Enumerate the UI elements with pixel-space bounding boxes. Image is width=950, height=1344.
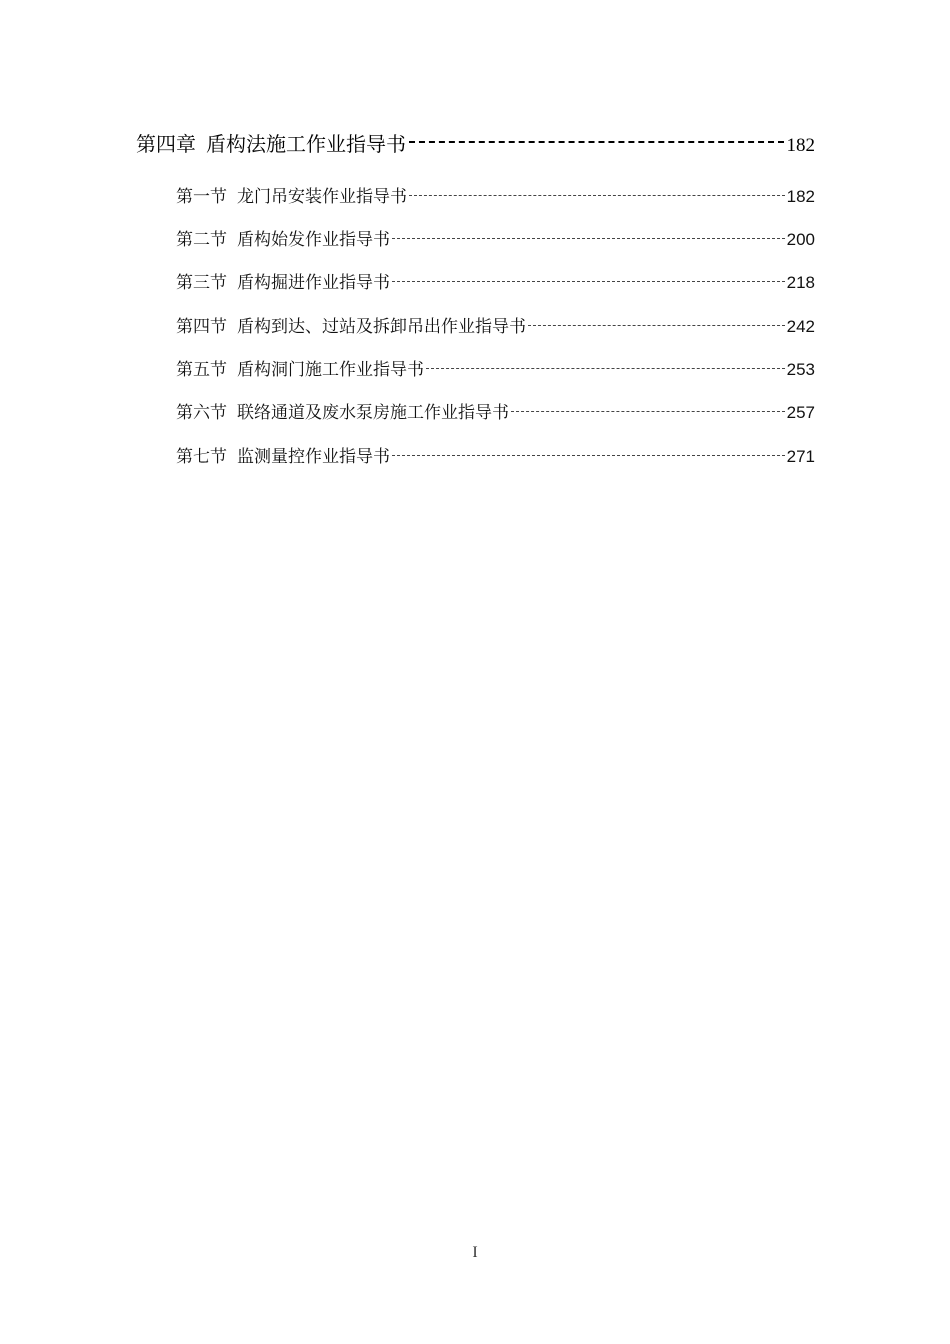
toc-section-title: 盾构掘进作业指导书 — [237, 273, 390, 293]
toc-section-entry-3[interactable] — [176, 268, 815, 293]
toc-section-title: 联络通道及废水泵房施工作业指导书 — [237, 403, 509, 423]
toc-section-label: 第四节 — [176, 317, 227, 337]
toc-section-page: 182 — [786, 187, 815, 206]
toc-section-page: 242 — [786, 317, 815, 336]
toc-section-entry-1[interactable] — [176, 182, 815, 207]
toc-section-entry-2[interactable] — [176, 225, 815, 250]
toc-section-page: 271 — [786, 447, 815, 466]
toc-section-label: 第一节 — [176, 187, 227, 207]
toc-leader-dots — [426, 368, 785, 369]
toc-leader-dots — [409, 195, 785, 196]
toc-section-entry-6[interactable] — [176, 398, 815, 423]
toc-section-entry-4[interactable] — [176, 312, 815, 337]
toc-section-page: 218 — [786, 273, 815, 292]
toc-leader-dots — [511, 411, 785, 412]
toc-section-entry-5[interactable] — [176, 355, 815, 380]
toc-chapter-entry[interactable] — [136, 128, 815, 157]
toc-chapter-page: 182 — [786, 135, 815, 156]
toc-section-title: 监测量控作业指导书 — [237, 447, 390, 467]
toc-leader-dots — [392, 238, 785, 239]
toc-section-page: 257 — [786, 403, 815, 422]
toc-leader-dots — [528, 325, 785, 326]
toc-chapter-title: 盾构法施工作业指导书 — [206, 132, 406, 156]
toc-section-title: 龙门吊安装作业指导书 — [237, 187, 407, 207]
toc-section-label: 第二节 — [176, 230, 227, 250]
toc-leader-dots — [409, 141, 784, 143]
toc-section-page: 200 — [786, 230, 815, 249]
toc-section-label: 第五节 — [176, 360, 227, 380]
toc-section-label: 第六节 — [176, 403, 227, 423]
toc-section-label: 第三节 — [176, 273, 227, 293]
toc-leader-dots — [392, 455, 785, 456]
page-number: I — [472, 1244, 478, 1261]
toc-chapter-label: 第四章 — [136, 132, 196, 156]
toc-section-page: 253 — [786, 360, 815, 379]
toc-section-entry-7[interactable] — [176, 442, 815, 467]
toc-section-title: 盾构到达、过站及拆卸吊出作业指导书 — [237, 317, 526, 337]
toc-section-title: 盾构洞门施工作业指导书 — [237, 360, 424, 380]
toc-section-label: 第七节 — [176, 447, 227, 467]
toc-section-title: 盾构始发作业指导书 — [237, 230, 390, 250]
toc-leader-dots — [392, 281, 785, 282]
